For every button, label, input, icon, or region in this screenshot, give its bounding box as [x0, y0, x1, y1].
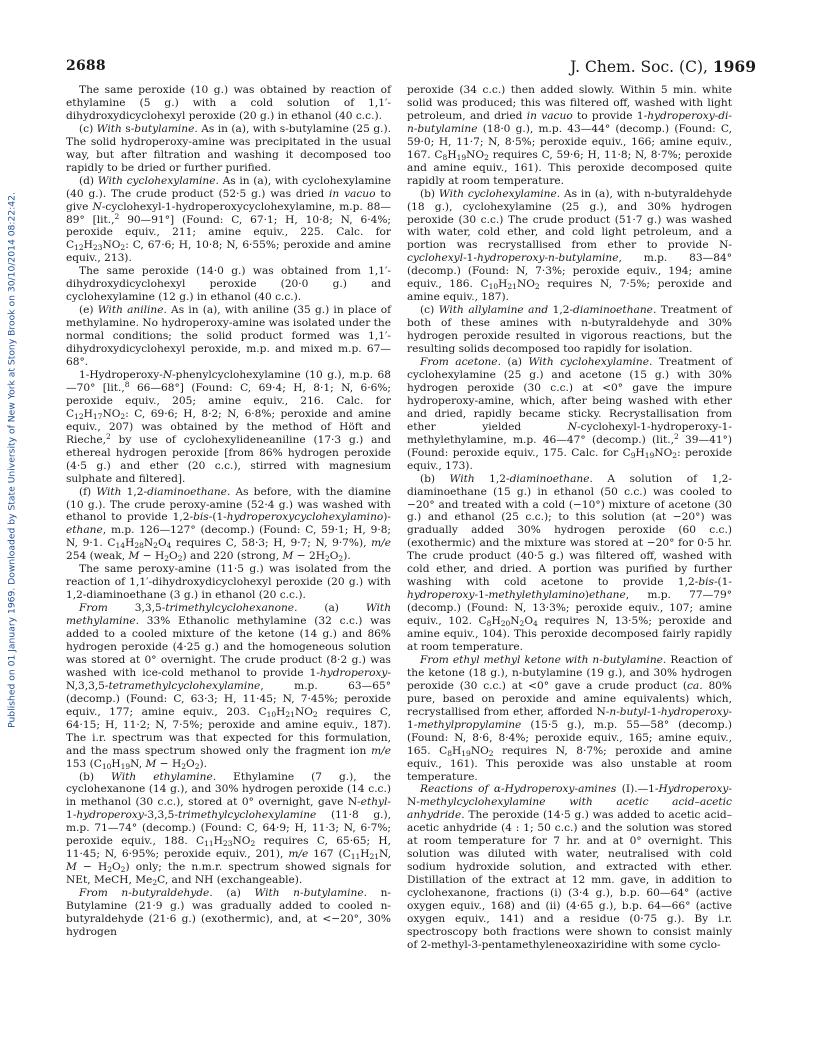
right-column	[407, 84, 732, 952]
paragraph: (f) With 1,2-diaminoethane. As before, with the diamine (10 g.). The crude peroxy-amine (52·4 g.) was washed with ethanol to provide 1,2-bis-(1-hydroperoxycyclohexylamino)-ethane, m.p. 126—127° (decomp.) (Found: C, 59·1; H, 9·8; N, 9·1. $C_{14}H_{28}N_2O_4$ requires C, 58·3; H, 9·7; N, 9·7%), m/e 254 (weak, $M - H_2O_2$) and 220 (strong, $M - 2H_2O_2$).	[66, 485, 392, 564]
left-column	[66, 84, 391, 939]
paragraph: (d) With cyclohexylamine. As in (a), with cyclohexylamine (40 g.). The crude product (52·5 g.) was dried in vacuo to give N-cyclohexyl-1-hydroperoxycyclohexylamine, m.p. 88—89° [lit.,$^2$ 90—91°] (Found: C, 67·1; H, 10·8; N, 6·4%; peroxide equiv., 211; amine equiv., 225. Calc. for $C_{12}H_{23}NO_2$: C, 67·6; H, 10·8; N, 6·55%; peroxide and amine equiv., 213).	[66, 174, 392, 265]
journal-reference: J. Chem. Soc. (C), 1969	[570, 57, 756, 76]
paragraph: The same peroxy-amine (11·5 g.) was isolated from the reaction of 1,1′-dihydroxydicyclohexyl peroxide (20 g.) with 1,2-diaminoethane (3 g.) in ethanol (20 c.c.).	[66, 563, 391, 602]
paragraph: From ethyl methyl ketone with n-butylamine. Reaction of the ketone (18 g.), n-butylamine (19 g.), and 30% hydrogen peroxide (30 c.c.) at <0° gave a crude product (ca. 80% pure, based on peroxide and amine equivalents) which, recrystallised from ether, afforded N-n-butyl-1-hydroperoxy-1-methylpropylamine (15·5 g.), m.p. 55—58° (decomp.) (Found: N, 8·6, 8·4%; peroxide equiv., 165; amine equiv., 165. $C_8H_{19}NO_2$ requires N, 8·7%; peroxide and amine equiv., 161). This peroxide was also unstable at room temperature.	[407, 653, 732, 783]
paragraph: From n-butyraldehyde. (a) With n-butylamine. n-Butylamine (21·9 g.) was gradually added to cooled n-butyraldehyde (21·6 g.) (exothermic), and, at <−20°, 30% hydrogen	[66, 887, 391, 938]
paragraph: From acetone. (a) With cyclohexylamine. Treatment of cyclohexylamine (25 g.) and acetone (15 g.) with 30% hydrogen peroxide (30 c.c.) at <0° gave the impure hydroperoxy-amine, which, after being washed with ether and dried, rapidly became sticky. Recrystallisation from ether yielded N-cyclohexyl-1-hydroperoxy-1-methylethylamine, m.p. 46—47° (decomp.) (lit.,$^2$ 39—41°) (Found: peroxide equiv., 175. Calc. for $C_9H_{19}NO_2$: peroxide equiv., 173).	[407, 356, 732, 472]
page-number: 2688	[66, 58, 106, 74]
paragraph: The same peroxide (10 g.) was obtained by reaction of ethylamine (5 g.) with a cold solution of 1,1′-dihydroxydicyclohexyl peroxide (20 g.) in ethanol (40 c.c.).	[66, 84, 391, 122]
paragraph: 1-Hydroperoxy-N-phenylcyclohexylamine (10 g.), m.p. 68—70° [lit.,$^8$ 66—68°] (Found: C, 69·4; H, 8·1; N, 6·6%; peroxide equiv., 205; amine equiv., 216. Calc. for $C_{12}H_{17}NO_2$: C, 69·6; H, 8·2; N, 6·8%; peroxide and amine equiv., 207) was obtained by the method of Höft and Rieche,$^2$ by use of cyclohexylideneaniline (17·3 g.) and ethereal hydrogen peroxide [from 86% hydrogen peroxide (4·5 g.) and ether (20 c.c.), stirred with magnesium sulphate and filtered].	[66, 368, 392, 485]
paragraph: (c) With s-butylamine. As in (a), with s-butylamine (25 g.). The solid hydroperoxy-amine was precipitated in the usual way, but after filtration and washing it decomposed too rapidly to be dried or further purified.	[66, 122, 391, 174]
paragraph: (c) With allylamine and 1,2-diaminoethane. Treatment of both of these amines with n-butyraldehyde and 30% hydrogen peroxide resulted in vigorous reactions, but the resulting solids decomposed too rapidly for isolation.	[407, 304, 732, 356]
paragraph: peroxide (34 c.c.) then added slowly. Within 5 min. white solid was produced; this was filtered off, washed with light petroleum, and dried in vacuo to provide 1-hydroperoxy-di-n-butylamine (18·0 g.), m.p. 43—44° (decomp.) (Found: C, 59·0; H, 11·7; N, 8·5%; peroxide equiv., 166; amine equiv., 167. $C_8H_{19}NO_2$ requires C, 59·6; H, 11·8; N, 8·7%; peroxide and amine equiv., 161). This peroxide decomposed quite rapidly at room temperature.	[407, 84, 733, 187]
paragraph: (b) With ethylamine. Ethylamine (7 g.), the cyclohexanone (14 g.), and 30% hydrogen peroxide (14 c.c.) in methanol (30 c.c.), stored at 0° overnight, gave N-ethyl-1-hydroperoxy-3,3,5-trimethylcyclohexylamine (11·8 g.), m.p. 71—74° (decomp.) (Found: C, 64·9; H, 11·3; N, 6·7%; peroxide equiv., 188. $C_{11}H_{23}NO_2$ requires C, 65·65; H, 11·45; N, 6·95%; peroxide equiv., 201), m/e 167 ($C_{11}H_{21}N$, $M - H_2O_2$) only; the n.m.r. spectrum showed signals for NEt, MeCH, $Me_2C$, and NH (exchangeable).	[66, 770, 391, 888]
download-watermark-text: Published on 01 January 1969. Downloaded by State University of New York at Stony Brook on 30/10/2014 08:22:42.	[6, 192, 18, 728]
paragraph: From 3,3,5-trimethylcyclohexanone. (a) With methylamine. 33% Ethanolic methylamine (32 c.c.) was added to a cooled mixture of the ketone (14 g.) and 86% hydrogen peroxide (4·25 g.) and the homogeneous solution was stored at 0° overnight. The crude product (8·2 g.) was washed with ice-cold methanol to provide 1-hydroperoxy-N,3,3,5-tetramethylcyclohexylamine, m.p. 63—65° (decomp.) (Found: C, 63·3; H, 11·45; N, 7·45%; peroxide equiv., 177; amine equiv., 203. $C_{10}H_{21}NO_2$ requires C, 64·15; H, 11·2; N, 7·5%; peroxide and amine equiv., 187). The i.r. spectrum was that expected for this formulation, and the mass spectrum showed only the fragment ion m/e 153 ($C_{10}H_{19}N$, $M - H_2O_2$).	[66, 602, 392, 771]
paragraph: (b) With 1,2-diaminoethane. A solution of 1,2-diaminoethane (15 g.) in ethanol (50 c.c.) was cooled to −20° and treated with a cold (−10°) mixture of acetone (30 g.) and ethanol (25 c.c.); to this solution (at −20°) was gradually added 30% hydrogen peroxide (60 c.c.) (exothermic) and the mixture was stored at −20° for 0·5 hr. The crude product (40·5 g.) was filtered off, washed with cold ether, and dried. A portion was purified by further washing with cold acetone to provide 1,2-bis-(1-hydroperoxy-1-methylethylamino)ethane, m.p. 77—79° (decomp.) (Found: N, 13·3%; peroxide equiv., 107; amine equiv., 102. $C_8H_{20}N_2O_4$ requires N, 13·5%; peroxide and amine equiv., 104). This peroxide decomposed fairly rapidly at room temperature.	[407, 472, 733, 653]
paragraph: (e) With aniline. As in (a), with aniline (35 g.) in place of methylamine. No hydroperoxy-amine was isolated under the normal conditions; the solid product formed was 1,1′-dihydroxydicyclohexyl peroxide, m.p. and mixed m.p. 67—68°.	[66, 304, 392, 369]
paragraph: Reactions of α-Hydroperoxy-amines (I).—1-Hydroperoxy-N-methylcyclohexylamine with acetic acid–acetic anhydride. The peroxide (14·5 g.) was added to acetic acid–acetic anhydride (4 : 1; 50 c.c.) and the solution was stored at room temperature for 7 hr. and at 0° overnight. This solution was diluted with water, neutralised with cold sodium hydroxide solution, and extracted with ether. Distillation of the extract at 12 mm. gave, in addition to cyclohexanone, fractions (i) (3·4 g.), b.p. 60—64° (active oxygen equiv., 168) and (ii) (4·65 g.), b.p. 64—66° (active oxygen equiv., 141) and a residue (0·75 g.). By i.r. spectroscopy both fractions were shown to consist mainly of 2-methyl-3-pentamethyleneoxaziridine with some cyclo-	[407, 783, 732, 951]
download-watermark	[5, 110, 19, 810]
paragraph: (b) With cyclohexylamine. As in (a), with n-butyraldehyde (18 g.), cyclohexylamine (25 g.), and 30% hydrogen peroxide (30 c.c.) The crude product (51·7 g.) was washed with water, cold ether, and cold light petroleum, and a portion was recrystallised from ether to provide N-cyclohexyl-1-hydroperoxy-n-butylamine, m.p. 83—84° (decomp.) (Found: N, 7·3%; peroxide equiv., 194; amine equiv., 186. $C_{10}H_{21}NO_2$ requires N, 7·5%; peroxide and amine equiv., 187).	[407, 187, 733, 304]
paragraph: The same peroxide (14·0 g.) was obtained from 1,1′-dihydroxydicyclohexyl peroxide (20·0 g.) and cyclohexylamine (12 g.) in ethanol (40 c.c.).	[66, 265, 391, 304]
